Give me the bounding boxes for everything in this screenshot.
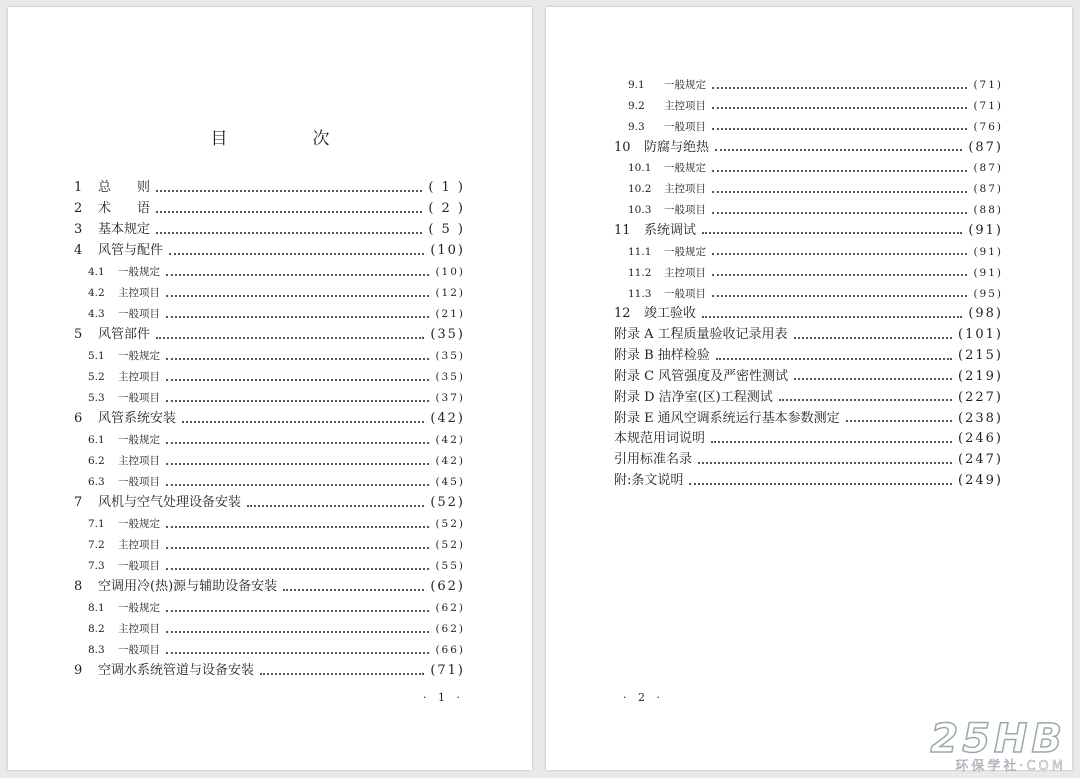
toc-entry-number: 11.1 [628, 245, 652, 258]
watermark-site: 环保学社·COM [955, 759, 1066, 774]
toc-entry-page: ( 5 ) [428, 222, 465, 237]
toc-entry-page: (238) [958, 410, 1003, 426]
toc-entry [74, 200, 465, 218]
dot-leader [712, 273, 967, 276]
dot-leader [711, 440, 952, 443]
toc-entry-page: ( 1 ) [428, 180, 465, 195]
toc-entry [88, 452, 465, 470]
dot-leader [260, 672, 424, 675]
dot-leader [712, 127, 967, 130]
toc-entry-page: (249) [958, 473, 1003, 489]
toc-entry-label: 一般项目 [118, 476, 160, 488]
toc-entry-number: 7.1 [88, 518, 105, 530]
toc-entry-number: 附录 D [614, 389, 655, 405]
toc-entry-label: 一般项目 [664, 287, 706, 300]
toc-entry-page: (12) [435, 287, 465, 299]
toc-entry-number: 5.3 [88, 392, 105, 404]
toc-entry-label: 一般项目 [118, 308, 160, 320]
toc-entry [74, 326, 465, 344]
toc-entry-label: 主控项目 [118, 371, 160, 383]
toc-entry-number: 6.1 [88, 434, 105, 446]
toc-entry [88, 641, 465, 659]
toc-entry [88, 515, 465, 533]
toc-entry-label: 一般规定 [664, 162, 706, 175]
toc-entry [88, 389, 465, 407]
toc-entry-number: 8 [74, 579, 83, 594]
dot-leader [712, 106, 967, 109]
toc-entry-label: 空调水系统管道与设备安装 [98, 663, 255, 678]
dot-leader [702, 231, 962, 234]
toc-entry-label: 通风空调系统运行基本参数测定 [657, 410, 840, 426]
toc-entry-label: 基本规定 [98, 222, 151, 237]
toc-entry-page: (35) [430, 327, 465, 342]
dot-leader [166, 651, 429, 654]
toc-entry-number: 5.1 [88, 350, 105, 362]
dot-leader [716, 357, 952, 360]
toc-entry-number: 10.1 [628, 162, 652, 175]
dot-leader [712, 86, 967, 89]
toc-entry-number: 7 [74, 495, 83, 510]
toc-entry-label: 系统调试 [644, 222, 697, 238]
dot-leader [715, 148, 962, 151]
toc-entry-label: 主控项目 [118, 539, 160, 551]
toc-entry-label: 竣工验收 [644, 306, 697, 322]
toc-entry-page: (87) [973, 183, 1003, 196]
toc-entry-page: (219) [958, 368, 1003, 384]
toc-entry-label: 主控项目 [118, 455, 160, 467]
toc-entry [628, 97, 1003, 115]
toc-entry [74, 578, 465, 596]
dot-leader [846, 419, 952, 422]
dot-leader [166, 567, 429, 570]
toc-entry [628, 243, 1003, 261]
dot-leader [698, 461, 952, 464]
dot-leader [166, 546, 429, 549]
toc-entry-number: 8.3 [88, 644, 105, 656]
toc-entry-number: 3 [74, 222, 83, 237]
toc-entry-page: (45) [435, 476, 465, 488]
toc-entry [614, 410, 1003, 428]
toc-entry-page: (247) [958, 452, 1003, 468]
toc-entry-number: 6 [74, 411, 83, 426]
toc-entry-number: 11.2 [628, 266, 652, 279]
dot-leader [156, 336, 424, 339]
toc-entry [628, 201, 1003, 219]
toc-entry [628, 159, 1003, 177]
dot-leader [166, 630, 429, 633]
toc-entry-label: 空调用冷(热)源与辅助设备安装 [98, 579, 278, 594]
toc-entry-page: (215) [958, 348, 1003, 364]
toc-entry [88, 473, 465, 491]
toc-entry-label: 引用标准名录 [614, 452, 693, 468]
toc-title: 目 次 [210, 129, 364, 149]
page-number-right: · 2 · [623, 691, 664, 704]
toc-entry [74, 179, 465, 197]
toc-entry-label: 主控项目 [664, 99, 706, 112]
right-page [546, 7, 1072, 770]
toc-entry-number: 9.3 [628, 120, 645, 133]
toc-entry-label: 一般规定 [118, 434, 160, 446]
toc-entry-page: (66) [435, 644, 465, 656]
toc-entry [614, 389, 1003, 407]
toc-entry-number: 4.1 [88, 266, 105, 278]
dot-leader [166, 273, 429, 276]
toc-entry-number: 附录 B [614, 348, 654, 364]
toc-entry-number: 9.1 [628, 79, 645, 91]
toc-entry [74, 242, 465, 260]
toc-entry-page: (62) [435, 623, 465, 635]
toc-entry-number: 附录 E [614, 410, 654, 426]
dot-leader [166, 483, 429, 486]
toc-entry-page: (52) [435, 518, 465, 530]
toc-entry-label: 一般规定 [118, 518, 160, 530]
toc-entry-number: 5.2 [88, 371, 105, 383]
dot-leader [166, 525, 429, 528]
toc-entry-number: 附录 A [614, 327, 654, 343]
dot-leader [166, 378, 429, 381]
toc-entry-page: (10) [430, 243, 465, 258]
toc-entry-label: 一般项目 [118, 560, 160, 572]
dot-leader [779, 398, 952, 401]
toc-entry [614, 347, 1003, 365]
toc-entry [614, 305, 1003, 323]
dot-leader [712, 252, 967, 255]
toc-entry-number: 4.2 [88, 287, 105, 299]
toc-entry-label: 风管与配件 [98, 243, 164, 258]
dot-leader [689, 482, 952, 485]
dot-leader [156, 189, 422, 192]
toc-entry-page: (71) [973, 79, 1003, 91]
toc-entry-label: 一般规定 [118, 266, 160, 278]
toc-entry-label: 风管系统安装 [98, 411, 177, 426]
toc-entry-page: (87) [968, 139, 1003, 155]
toc-entry-label: 一般规定 [118, 350, 160, 362]
toc-entry [628, 264, 1003, 282]
toc-entry-label: 一般项目 [118, 392, 160, 404]
toc-entry-page: (91) [973, 266, 1003, 279]
toc-entry-number: 9 [74, 663, 83, 678]
dot-leader [702, 315, 962, 318]
toc-entry-page: (246) [958, 431, 1003, 447]
toc-entry-page: (87) [973, 162, 1003, 175]
toc-entry-number: 12 [614, 306, 631, 322]
toc-entry-number: 附录 C [614, 368, 655, 384]
toc-entry [74, 410, 465, 428]
toc-entry-label: 风机与空气处理设备安装 [98, 495, 242, 510]
toc-entry [88, 263, 465, 281]
dot-leader [166, 462, 429, 465]
toc-entry-page: (101) [958, 327, 1003, 343]
dot-leader [166, 294, 429, 297]
toc-entry-number: 6.3 [88, 476, 105, 488]
dot-leader [169, 252, 424, 255]
dot-leader [712, 294, 967, 297]
toc-entry-page: (98) [968, 306, 1003, 322]
toc-entry-label: 主控项目 [118, 623, 160, 635]
dot-leader [166, 609, 429, 612]
toc-entry [614, 472, 1003, 490]
toc-entry [614, 326, 1003, 344]
dot-leader [247, 504, 424, 507]
toc-entry-label: 防腐与绝热 [644, 139, 710, 155]
toc-entry-page: (62) [430, 579, 465, 594]
dot-leader [166, 399, 429, 402]
watermark-brand: 25HB [930, 716, 1066, 762]
toc-entry-number: 4.3 [88, 308, 105, 320]
toc-entry-number: 9.2 [628, 99, 645, 112]
toc-entry-label: 工程质量验收记录用表 [657, 327, 788, 343]
toc-entry [74, 494, 465, 512]
left-page [8, 7, 532, 770]
toc-entry-label: 一般项目 [118, 644, 160, 656]
dot-leader [182, 420, 424, 423]
toc-entry-label: 一般项目 [664, 204, 706, 217]
toc-entry-number: 2 [74, 201, 83, 216]
toc-entry-page: (76) [973, 120, 1003, 133]
toc-entry-page: (55) [435, 560, 465, 572]
dot-leader [283, 588, 424, 591]
toc-entry [88, 305, 465, 323]
toc-entry [88, 431, 465, 449]
toc-entry-label: 一般规定 [664, 245, 706, 258]
toc-entry [614, 368, 1003, 386]
toc-entry-label: 本规范用词说明 [614, 431, 706, 447]
toc-entry-page: (10) [435, 266, 465, 278]
toc-entry [614, 222, 1003, 240]
toc-entry [88, 599, 465, 617]
toc-entry-label: 风管部件 [98, 327, 151, 342]
dot-leader [712, 190, 967, 193]
toc-entry-page: (227) [958, 389, 1003, 405]
toc-entry-label: 一般项目 [664, 120, 706, 133]
toc-entry-page: (91) [973, 245, 1003, 258]
toc-entry [74, 662, 465, 680]
toc-entry [614, 430, 1003, 448]
toc-entry [88, 536, 465, 554]
toc-entry-page: (71) [430, 663, 465, 678]
toc-entry [614, 451, 1003, 469]
toc-entry-page: (52) [430, 495, 465, 510]
toc-entry-page: (42) [435, 455, 465, 467]
toc-entry-number: 10.3 [628, 204, 652, 217]
toc-entry-page: (52) [435, 539, 465, 551]
toc-entry-number: 10 [614, 139, 631, 155]
dot-leader [166, 357, 429, 360]
toc-entry-label: 风管强度及严密性测试 [658, 368, 789, 384]
dot-leader [156, 231, 422, 234]
toc-entry-number: 5 [74, 327, 83, 342]
dot-leader [712, 211, 967, 214]
toc-entry [88, 347, 465, 365]
toc-entry [628, 118, 1003, 136]
toc-entry-number: 7.2 [88, 539, 105, 551]
toc-entry [614, 139, 1003, 157]
toc-entry-label: 主控项目 [664, 183, 706, 196]
toc-entry-label: 主控项目 [118, 287, 160, 299]
toc-entry-number: 8.1 [88, 602, 105, 614]
toc-entry-label: 洁净室(区)工程测试 [658, 389, 773, 405]
toc-entry-page: (35) [435, 371, 465, 383]
toc-entry-page: (21) [435, 308, 465, 320]
toc-entry-number: 1 [74, 180, 83, 195]
watermark-logo [892, 716, 1072, 774]
toc-entry-page: (91) [968, 222, 1003, 238]
dot-leader [794, 336, 952, 339]
toc-entry-page: (35) [435, 350, 465, 362]
toc-entry-label: 附:条文说明 [614, 473, 684, 489]
toc-entry-number: 6.2 [88, 455, 105, 467]
page-number-left: · 1 · [423, 691, 464, 704]
toc-entry-number: 11 [614, 222, 631, 238]
toc-entry-label: 抽样检验 [657, 348, 710, 364]
toc-entry [88, 557, 465, 575]
toc-entry-page: (42) [435, 434, 465, 446]
toc-entry-number: 7.3 [88, 560, 105, 572]
toc-entry-page: (37) [435, 392, 465, 404]
toc-entry-page: (42) [430, 411, 465, 426]
toc-entry [628, 76, 1003, 94]
toc-entry [628, 180, 1003, 198]
toc-entry [628, 285, 1003, 303]
dot-leader [156, 210, 422, 213]
toc-entry-page: (71) [973, 99, 1003, 112]
toc-entry [88, 368, 465, 386]
toc-entry-label: 主控项目 [664, 266, 706, 279]
toc-entry-label: 一般规定 [664, 79, 706, 91]
toc-entry-number: 4 [74, 243, 83, 258]
toc-entry [88, 284, 465, 302]
dot-leader [712, 169, 967, 172]
toc-entry-page: (62) [435, 602, 465, 614]
toc-entry-label: 一般规定 [118, 602, 160, 614]
toc-entry [88, 620, 465, 638]
toc-entry-page: (88) [973, 204, 1003, 217]
toc-entry-number: 8.2 [88, 623, 105, 635]
toc-entry-page: ( 2 ) [428, 201, 465, 216]
dot-leader [166, 315, 429, 318]
dot-leader [166, 441, 429, 444]
dot-leader [794, 377, 952, 380]
toc-entry-number: 11.3 [628, 287, 652, 300]
toc-entry-page: (95) [973, 287, 1003, 300]
toc-entry-label: 术 语 [98, 201, 151, 216]
toc-entry [74, 221, 465, 239]
toc-entry-number: 10.2 [628, 183, 652, 196]
toc-entry-label: 总 则 [98, 180, 151, 195]
